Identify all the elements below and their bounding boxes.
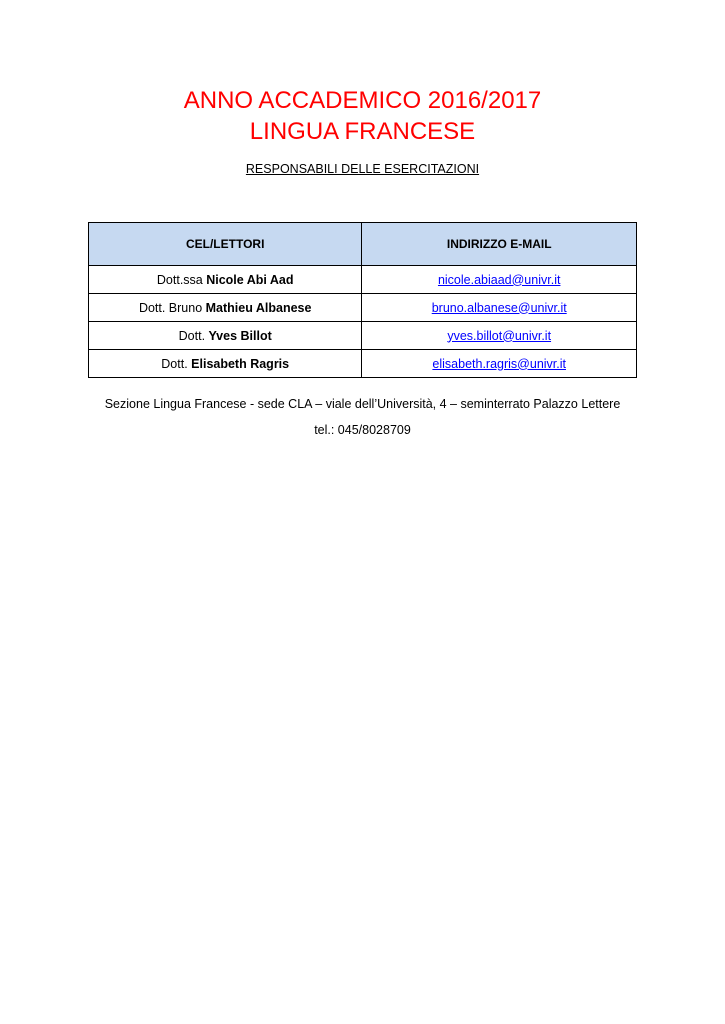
footer-phone: tel.: 045/8028709 [314,423,411,437]
name-bold: Mathieu Albanese [205,300,312,315]
table-header-row [89,223,637,266]
email-cell [362,350,637,378]
email-cell [362,322,637,350]
email-link[interactable]: bruno.albanese@univr.it [431,300,567,315]
name-prefix: Dott. Bruno [138,300,206,315]
name-prefix: Dott. [161,356,192,371]
name-bold: Yves Billot [208,328,272,343]
name-prefix: Dott.ssa [156,272,207,287]
table-row [89,294,637,322]
table-row [89,350,637,378]
footer-address: Sezione Lingua Francese - sede CLA – viale dell’Università, 4 – seminterrato Palazzo Lettere [104,397,621,411]
email-link[interactable]: nicole.abiaad@univr.it [437,272,561,287]
email-cell [362,294,637,322]
name-bold: Nicole Abi Aad [206,272,294,287]
table-row [89,322,637,350]
name-prefix: Dott. [178,328,209,343]
column-header-email: INDIRIZZO E-MAIL [362,223,637,266]
name-cell [89,350,362,378]
email-link[interactable]: yves.billot@univr.it [447,328,552,343]
staff-table [88,222,637,378]
title-language: LINGUA FRANCESE [249,118,476,145]
subtitle: RESPONSABILI DELLE ESERCITAZIONI [245,162,480,176]
email-cell [362,266,637,294]
name-cell [89,266,362,294]
name-cell [89,322,362,350]
name-bold: Elisabeth Ragris [191,356,290,371]
name-cell [89,294,362,322]
email-link[interactable]: elisabeth.ragris@univr.it [432,356,566,371]
column-header-name: CEL/LETTORI [89,223,362,266]
title-academic-year: ANNO ACCADEMICO 2016/2017 [183,87,542,114]
table-row [89,266,637,294]
